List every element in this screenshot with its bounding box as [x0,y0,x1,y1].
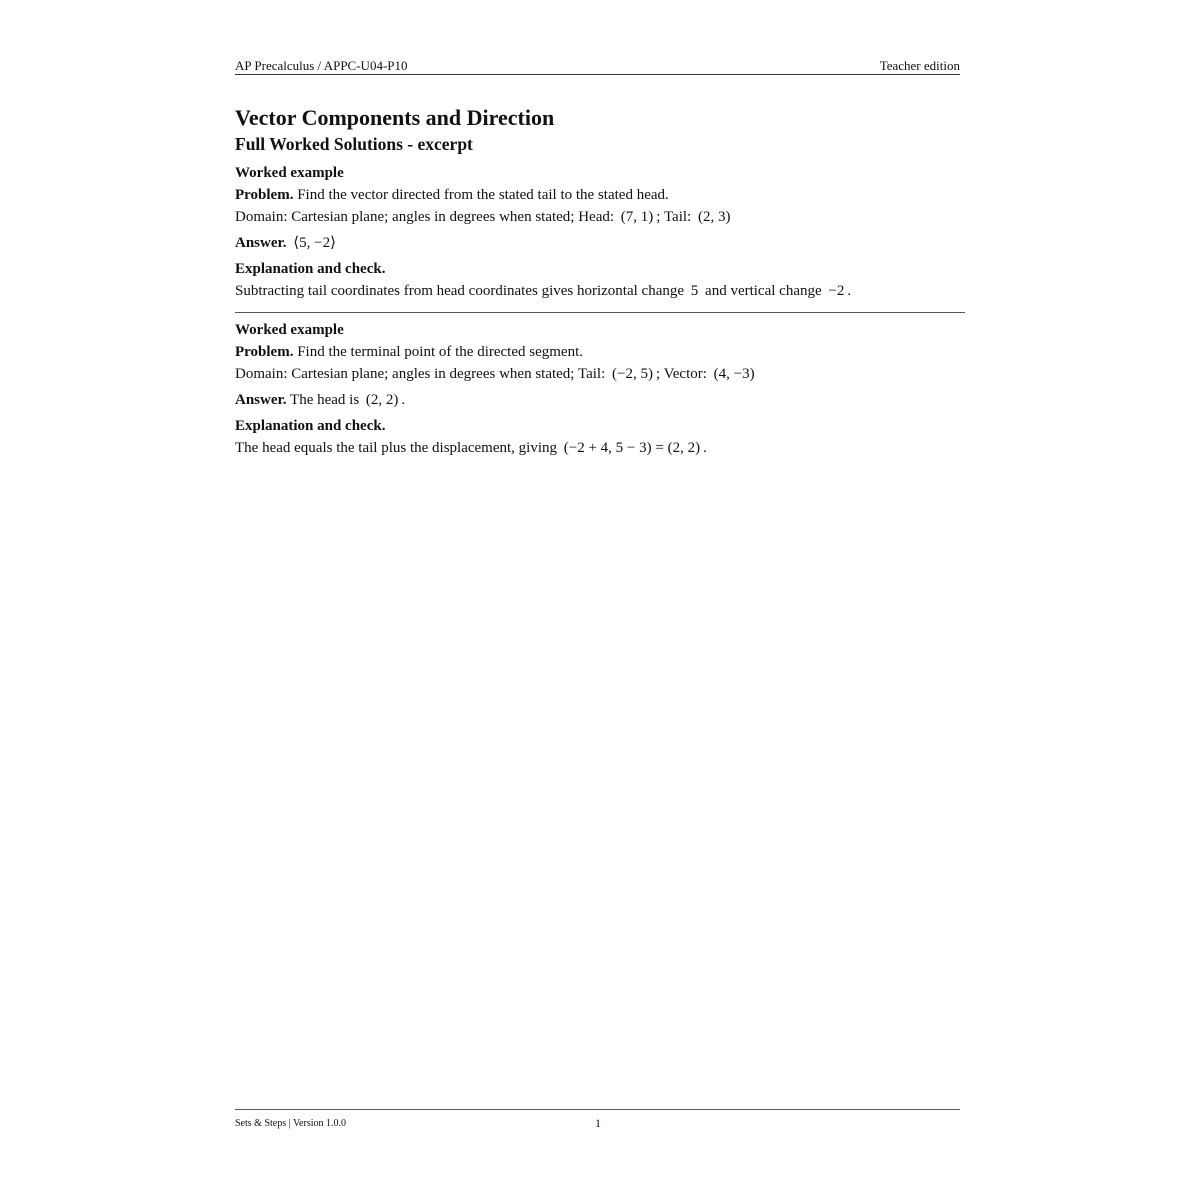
answer-label: Answer. [235,392,287,408]
explanation-post: . [847,283,852,299]
domain-separator: ; Tail: [656,209,695,225]
explanation-mid: and vertical change [701,283,826,299]
problem-statement [235,341,965,363]
answer-point: (2, 2) [365,392,399,408]
domain-line [235,363,965,385]
page-number: 1 [595,1116,601,1130]
page-footer [235,1109,960,1134]
explanation-pre: The head equals the tail plus the displacement, giving [235,440,561,456]
page-subtitle: Full Worked Solutions - excerpt [235,134,473,154]
course-breadcrumb: AP Precalculus / APPC-U04-P10 [235,58,408,73]
worked-example-2 [235,319,965,459]
answer-line [235,389,965,411]
domain-text: Domain: Cartesian plane; angles in degrees when stated; Tail: [235,366,609,382]
domain-text: Domain: Cartesian plane; angles in degrees when stated; Head: [235,209,618,225]
document-body [235,104,965,459]
page-header [235,58,960,75]
page-title: Vector Components and Direction [235,105,555,130]
explanation-pre: Subtracting tail coordinates from head coordinates gives horizontal change [235,283,688,299]
explanation-post: . [703,440,707,456]
explanation-text [235,437,965,459]
section-divider [235,312,965,313]
answer-post: . [401,392,406,408]
tail-point: (−2, 5) [611,366,653,382]
edition-label: Teacher edition [879,58,960,73]
domain-line [235,206,965,228]
problem-label: Problem. [235,187,294,203]
answer-line [235,232,965,254]
answer-vector: ⟨5, −2⟩ [293,235,336,251]
problem-text: Find the vector directed from the stated tail to the stated head. [297,187,669,203]
explanation-label: Explanation and check. [235,418,386,434]
explanation-heading [235,258,965,280]
explanation-heading [235,415,965,437]
vector-value: (4, −3) [713,366,755,382]
domain-separator: ; Vector: [655,366,711,382]
problem-label: Problem. [235,344,294,360]
explanation-text [235,280,965,302]
problem-statement [235,184,965,206]
vertical-change: −2 [828,283,845,299]
horizontal-change: 5 [690,283,699,299]
explanation-label: Explanation and check. [235,261,386,277]
tail-point: (2, 3) [697,209,731,225]
worked-example-1 [235,162,965,302]
explanation-equation: (−2 + 4, 5 − 3) = (2, 2) [563,440,701,456]
head-point: (7, 1) [620,209,654,225]
answer-pre: The head is [290,392,363,408]
footer-version: Sets & Steps | Version 1.0.0 [235,1118,346,1129]
example-heading: Worked example [235,322,344,338]
problem-text: Find the terminal point of the directed segment. [297,344,583,360]
example-heading: Worked example [235,165,344,181]
answer-label: Answer. [235,235,287,251]
